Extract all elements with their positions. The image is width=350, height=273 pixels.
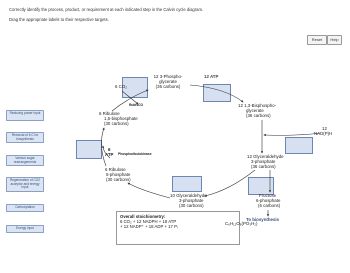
atp-12-text: 12 ATP <box>204 74 219 79</box>
bpg-line-2: glycerate <box>246 108 264 113</box>
stoichiometry-title: Overall stoichiometry: <box>120 214 166 219</box>
g3p12-line-2: 3-phosphate <box>251 159 276 164</box>
label-carboxylation[interactable]: Carboxylation <box>6 204 44 212</box>
pga-line-1: 12 3-Phospho- <box>153 74 183 79</box>
label-reducing-power-input[interactable]: Reducing power input <box>6 110 44 121</box>
arrow-r5p-to-rubp <box>101 128 106 166</box>
rubp-line-1: 6 Ribulose <box>99 111 120 116</box>
arrow-pga-to-bpg <box>190 85 243 102</box>
biosynthesis-text: To biosynthesis <box>246 217 280 222</box>
g3p10-line-2: 3-phosphate <box>179 198 204 203</box>
arrow-nadph-in <box>264 133 320 135</box>
arrow-g3p-to-g3p10 <box>205 170 255 196</box>
pga-line-3: (36 carbons) <box>155 84 181 89</box>
pga-line-2: glycerate <box>159 79 177 84</box>
label-regeneration-co2-acceptor[interactable]: Regeneration of CO2 acceptor and energy input <box>6 177 44 192</box>
stoichiometry-line-1: 6 CO₂ + 12 NADPH + 18 ATP <box>120 219 177 224</box>
atp-6-count: 6 <box>108 147 111 152</box>
g3p10-line-3: (30 carbons) <box>179 203 204 208</box>
arrow-rubp-to-pga <box>112 90 148 111</box>
f6p-line-1: Fructose <box>259 193 277 198</box>
nadph-text: NAD(P)H <box>314 131 333 136</box>
rubisco-text: RubisCO <box>129 103 144 107</box>
instruction-line-1: Correctly identify the process, product, or requirement at each indicated step in the Calvin cycle diagram. <box>9 7 204 12</box>
label-sugar-rearrangements[interactable]: Various sugar rearrangements <box>6 155 44 166</box>
rubp-line-3: (30 carbons) <box>104 121 129 126</box>
r5p-line-3: (30 carbons) <box>106 177 131 182</box>
nadph-count: 12 <box>322 126 327 131</box>
bpg-line-1: 12 1,3-Bisphospho- <box>238 103 277 108</box>
g3p10-line-1: 10 Glyceraldehyde <box>170 193 207 198</box>
arrow-atp-in <box>103 146 110 158</box>
reset-button[interactable]: Reset <box>307 35 327 45</box>
g3p12-line-1: 12 Glyceraldehyde <box>247 154 284 159</box>
arrow-g3p10-to-r5p <box>128 183 170 198</box>
g3p12-line-3: (36 carbons) <box>251 164 276 169</box>
r5p-line-2: 5-phosphate <box>106 172 131 177</box>
instruction-line-2: Drag the appropriate labels to their respective targets. <box>9 17 109 22</box>
co2-text: 6 CO₂ <box>115 84 127 89</box>
f6p-line-3: (6 carbons) <box>258 203 281 208</box>
help-button[interactable]: Help <box>327 35 342 45</box>
prk-text: Phosphoribulokinase <box>118 152 152 156</box>
atp-6-text: ATP <box>105 152 114 157</box>
label-removal-for-biosynthesis[interactable]: Removal of 6 C for biosynthesis <box>6 132 44 143</box>
label-energy-input[interactable]: Energy input <box>6 225 44 233</box>
stoichiometry-box <box>116 211 240 245</box>
stoichiometry-product: C₆H₁₂O₆(PO₃H₂) <box>225 221 258 226</box>
f6p-line-2: 6-phosphate <box>256 198 281 203</box>
rubp-line-2: 1,5-bisphosphate <box>104 116 138 121</box>
bpg-line-3: (36 carbons) <box>246 113 271 118</box>
r5p-line-1: 6 Ribulose <box>105 167 126 172</box>
stoichiometry-line-2: + 12 NADP⁺ + 18 ADP + 17 Pᵢ <box>120 224 178 229</box>
